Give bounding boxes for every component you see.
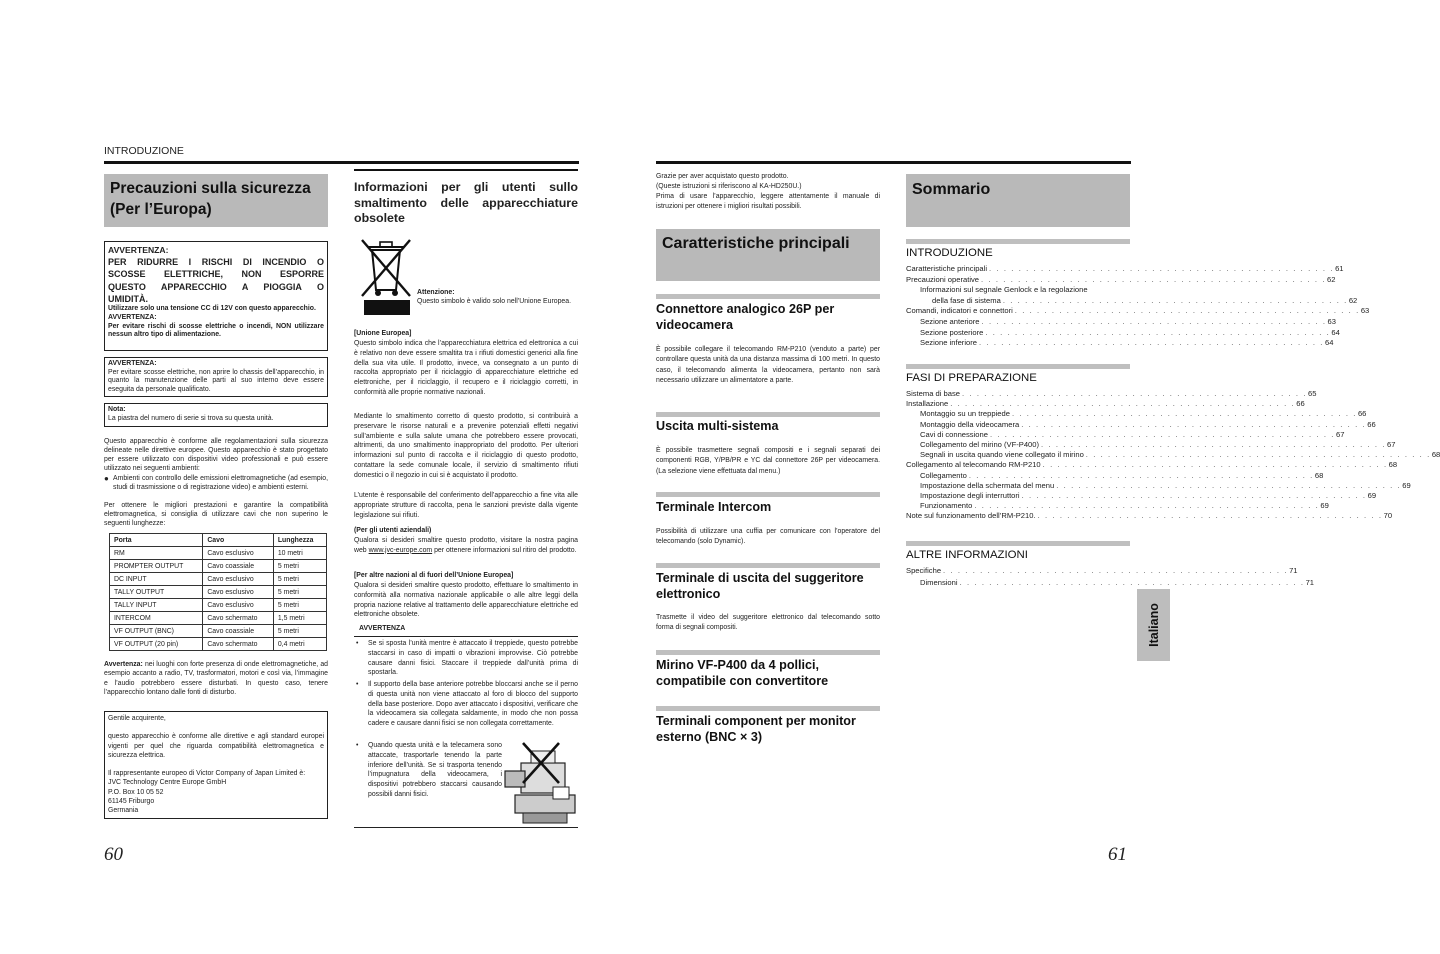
toc-list-other: [906, 566, 1315, 590]
toc-entry-page: 69: [1320, 501, 1329, 511]
toc-entry-title: Collegamento del mirino (VF-P400): [920, 440, 1040, 449]
toc-entry-title: Segnali in uscita quando viene collegato il mirino: [920, 450, 1084, 460]
warning-line: SCOSSE ELETTRICHE, NON ESPORRE: [108, 269, 324, 280]
feature-3-text: Possibilità di utilizzare una cuffia per comunicare con l’operatore del telecomando (solo Dynamic).: [656, 528, 880, 546]
warning-voltage-text: Utilizzare solo una tensione CC di 12V con questo apparecchio.: [108, 305, 316, 313]
toc-entry-title: Precauzioni operative: [906, 274, 980, 284]
language-tab-label: Italiano: [1146, 603, 1161, 647]
toc-leader-dots: . . . . . . . . . . . . . . . . . . . . . . . . . . . . . . . . . . . . . . . . . . . . . . .: [1085, 450, 1431, 460]
toc-leader-dots: . . . . . . . . . . . . . . . . . . . . . . . . . . . . . . . . . . . . . . . . . . . . . . .: [1056, 480, 1402, 490]
header-rule-right: [656, 161, 1131, 164]
toc-entry-title: Installazione: [906, 399, 949, 409]
warning-heading: AVVERTENZA:: [108, 360, 157, 367]
table-cell: 5 metri: [273, 573, 326, 586]
table-cell: DC INPUT: [110, 573, 203, 586]
table-cell: 1,5 metri: [273, 612, 326, 625]
toc-leader-dots: . . . . . . . . . . . . . . . . . . . . . . . . . . . . . . . . . . . . . . . . . . . . . . .: [981, 317, 1327, 326]
section-title-safety: [104, 174, 328, 227]
table-cell: TALLY OUTPUT: [110, 586, 203, 599]
non-eu-text: Qualora si desideri smaltire questo prodotto, effettuare lo smaltimento in conformità alla normativa nazionale applicabile o alle altre leggi della propria nazione relative al trattamento delle apparecchiature elettriche ed elettroniche obsolete.: [354, 582, 578, 619]
toc-leader-dots: . . . . . . . . . . . . . . . . . . . . . . . . . . . . . . . . . . . . . . . . . . . . . . .: [943, 566, 1289, 575]
toc-entry[interactable]: [906, 389, 1317, 399]
toc-entry-title: Comandi, indicatori e connettori: [906, 306, 1013, 316]
toc-leader-dots: . . . . . . . . . . . . . . . . . . . . . . . . . . . . . . . . . . . . . . . . . . . . . . .: [1041, 440, 1387, 449]
toc-entry-title: Collegamento al telecomando RM-P210: [906, 460, 1041, 470]
tripod-warning-text-2: Il supporto della base anteriore potrebbe bloccarsi anche se il perno di questa unità non viene attaccato al foro di blocco del supporto della base posteriore. Dopo aver attaccato i dispositivi, verificare che la videocamera sia collegata saldamente, in modo che non possa cadere e causare danni fisici se non collegata correttamente.: [368, 681, 578, 728]
warning-box-shock: [104, 357, 328, 397]
toc-section-other: ALTRE INFORMAZIONI: [906, 549, 1028, 561]
toc-entry[interactable]: [906, 429, 1345, 440]
feature-rule: [656, 650, 880, 655]
toc-entry[interactable]: [906, 511, 1393, 521]
warning-line: UMIDITÀ.: [108, 293, 148, 304]
toc-entry-page: 63: [1327, 317, 1336, 326]
toc-leader-dots: . . . . . . . . . . . . . . . . . . . . . . . . . . . . . . . . . . . . . . . . . . . . . . .: [979, 338, 1325, 348]
toc-entry[interactable]: [906, 295, 1358, 306]
toc-leader-dots: . . . . . . . . . . . . . . . . . . . . . . . . . . . . . . . . . . . . . . . . . . . . . . .: [959, 578, 1305, 587]
table-header-cell: Cavo: [203, 534, 274, 547]
feature-5-title: Mirino VF-P400 da 4 pollici, compatibile con convertitore: [656, 658, 829, 688]
toc-entry[interactable]: [906, 317, 1336, 327]
table-cell: Cavo esclusivo: [203, 547, 274, 560]
feature-4-title: Terminale di uscita del suggeritore elettronico: [656, 571, 864, 601]
toc-entry-page: 66: [1367, 419, 1376, 429]
safety-title-line1: Precauzioni sulla sicurezza: [110, 180, 311, 197]
table-cell: VF OUTPUT (20 pin): [110, 638, 203, 651]
eu-paragraph-1: Questo simbolo indica che l’apparecchiatura elettrica ed elettronica a cui è relativo non deve essere smaltita tra i rifiuti domestici generici alla fine della sua vita utile. Il prodotto, invece, va consegnato a un punto di raccolta appropriato per il riciclaggio di apparecchiature elettriche ed elettroniche, per il riciclaggio, il recupero e il riciclaggio corretti, in conformità alle proprie normative nazionali.: [354, 340, 578, 396]
tripod-warning-bullet-3: [356, 741, 502, 800]
toc-leader-dots: . . . . . . . . . . . . . . . . . . . . . . . . . . . . . . . . . . . . . . . . . . . . . . .: [1021, 491, 1367, 500]
table-cell: 5 metri: [273, 560, 326, 573]
table-cell: 10 metri: [273, 547, 326, 560]
table-cell: 5 metri: [273, 625, 326, 638]
toc-entry-title: Note sul funzionamento dell’RM-P210.: [906, 511, 1036, 521]
toc-list-intro: [906, 264, 1370, 354]
toc-list-preparation: [906, 389, 1440, 529]
table-cell: Cavo schermato: [203, 612, 274, 625]
toc-leader-dots: . . . . . . . . . . . . . . . . . . . . . . . . . . . . . . . . . . . . . . . . . . . . . . .: [981, 274, 1327, 284]
intro-text: [656, 172, 880, 212]
box-greeting: Gentile acquirente,: [108, 715, 166, 722]
feature-rule: [656, 706, 880, 711]
tripod-warning-heading: AVVERTENZA: [354, 624, 578, 637]
warning-shock-text: Per evitare scosse elettriche, non aprire lo chassis dell’apparecchio, in quanto la manutenzione delle parti al suo interno deve essere eseguita da personale qualificato.: [108, 368, 324, 394]
toc-entry-page: 69: [1367, 491, 1377, 500]
note-text: La piastra del numero di serie si trova su questa unità.: [108, 414, 274, 422]
feature-6-title: Terminali component per monitor esterno (BNC × 3): [656, 714, 856, 744]
toc-leader-dots: . . . . . . . . . . . . . . . . . . . . . . . . . . . . . . . . . . . . . . . . . . . . . . .: [1002, 295, 1348, 305]
toc-entry-page: 63: [1360, 306, 1370, 316]
box-city: 61145 Friburgo: [108, 798, 155, 806]
toc-section-intro: INTRODUZIONE: [906, 247, 993, 259]
page-number-left: 60: [104, 844, 123, 865]
toc-entry-title: Montaggio su un treppiede: [920, 409, 1010, 419]
toc-entry[interactable]: [906, 566, 1298, 576]
table-row: [110, 638, 327, 651]
table-row: [110, 586, 327, 599]
environment-bullet-text: Ambienti con controllo delle emissioni elettromagnetiche (ad esempio, studi di trasmissione o di registrazione video) e ambienti esterni.: [113, 475, 328, 492]
toc-leader-dots: . . . . . . . . . . . . . . . . . . . . . . . . . . . . . . . . . . . . . . . . . . . . . . .: [962, 389, 1308, 398]
table-cell: 5 metri: [273, 586, 326, 599]
feature-3-title: Terminale Intercom: [656, 500, 772, 514]
toc-leader-dots: . . . . . . . . . . . . . . . . . . . . . . . . . . . . . . . . . . . . . . . . . . . . . . .: [1014, 306, 1360, 316]
toc-entry-page: 65: [1308, 389, 1317, 398]
feature-1-text: È possibile collegare il telecomando RM-P210 (venduto a parte) per controllare questa unità da una distanza massima di 100 metri. In questo caso, il telecomando alimenta la videocamera, pertanto non sarà necessario utilizzare un alimentatore a parte.: [656, 346, 880, 384]
toc-entry-title: Specifiche: [906, 566, 942, 575]
note-heading: Nota:: [108, 406, 126, 413]
table-cell: TALLY INPUT: [110, 599, 203, 612]
toc-leader-dots: . . . . . . . . . . . . . . . . . . . . . . . . . . . . . . . . . . . . . . . . . . . . . . .: [985, 327, 1331, 337]
table-cell: 5 metri: [273, 599, 326, 612]
tripod-warning-bullet-2: [356, 680, 578, 729]
toc-entry-title: Sezione inferiore: [920, 338, 977, 348]
jvc-website-link[interactable]: www.jvc-europe.com: [368, 546, 433, 554]
table-cell: Cavo coassiale: [203, 560, 274, 573]
intro-read-manual: Prima di usare l’apparecchio, leggere attentamente il manuale di istruzioni per ottenere i migliori risultati possibili.: [656, 193, 880, 210]
warning-heading: AVVERTENZA:: [108, 245, 169, 255]
conformity-text: Questo apparecchio è conforme alle regolamentazioni sulla sicurezza delineate nelle direttive europee. Questo apparecchio è stato progettato per essere utilizzato con dispositivi video professionali e può essere utilizzato nei seguenti ambienti:: [104, 438, 328, 473]
bullet-dot-icon: •: [356, 640, 359, 647]
toc-leader-dots: . . . . . . . . . . . . . . . . . . . . . . . . . . . . . . . . . . . . . . . . . . . . . . .: [989, 264, 1335, 273]
toc-leader-dots: . . . . . . . . . . . . . . . . . . . . . . . . . . . . . . . . . . . . . . . . . . . . . . .: [1021, 419, 1367, 429]
warning-box-fire: [104, 241, 328, 351]
toc-entry[interactable]: [906, 450, 1440, 460]
warning-power-text: Per evitare rischi di scosse elettriche o incendi, NON utilizzare nessun altro tipo di alimentazione.: [108, 322, 324, 339]
box-representative-text: Il rappresentante europeo di Victor Company of Japan Limited è:: [108, 770, 306, 778]
toc-leader-dots: . . . . . . . . . . . . . . . . . . . . . . . . . . . . . . . . . . . . . . . . . . . . . . .: [968, 470, 1314, 480]
eu-heading: [Unione Europea]: [354, 330, 412, 337]
toc-entry-page: 66: [1296, 399, 1305, 409]
non-eu-heading: [Per altre nazioni al di fuori dell’Unione Europea]: [354, 572, 514, 579]
weee-bin-icon: [358, 236, 414, 318]
toc-leader-dots: . . . . . . . . . . . . . . . . . . . . . . . . . . . . . . . . . . . . . . . . . . . . . . .: [1042, 460, 1388, 470]
table-cell: RM: [110, 547, 203, 560]
feature-rule: [656, 412, 880, 417]
language-tab: [1137, 589, 1170, 661]
page-number-right: 61: [1108, 844, 1127, 865]
table-cell: Cavo esclusivo: [203, 586, 274, 599]
weee-caption-text: Questo simbolo è valido solo nell’Unione Europea.: [417, 298, 571, 306]
tripod-warning-bullet-1: [356, 639, 578, 678]
feature-2-title: Uscita multi-sistema: [656, 419, 779, 433]
business-heading: (Per gli utenti aziendali): [354, 527, 432, 534]
toc-entry-title: Sezione anteriore: [920, 317, 980, 326]
warning-line: QUESTO APPARECCHIO A PIOGGIA O: [108, 281, 324, 292]
running-header: INTRODUZIONE: [104, 145, 184, 157]
toc-entry-title: Dimensioni: [920, 578, 958, 587]
intro-thanks: Grazie per aver acquistato questo prodotto.: [656, 173, 789, 180]
toc-entry[interactable]: [906, 306, 1370, 316]
table-header-cell: Porta: [110, 534, 203, 547]
toc-entry-title: Collegamento: [920, 470, 967, 480]
feature-rule: [656, 563, 880, 568]
bullet-dot-icon: •: [356, 681, 359, 688]
toc-entry-title: Cavi di connessione: [920, 429, 988, 439]
feature-1-title: Connettore analogico 26P per videocamera: [656, 302, 835, 332]
toc-entry-title: della fase di sistema: [932, 295, 1001, 305]
warning-heading: AVVERTENZA:: [108, 313, 157, 321]
toc-entry[interactable]: [906, 419, 1376, 430]
feature-rule: [656, 294, 880, 299]
table-row: [110, 547, 327, 560]
interference-warning: [104, 660, 328, 697]
toc-entry-title: Impostazione della schermata del menu: [920, 480, 1055, 490]
toc-entry[interactable]: [906, 338, 1334, 348]
toc-entry-page: 62: [1327, 274, 1336, 284]
toc-entry-page: 70: [1383, 511, 1393, 521]
toc-leader-dots: . . . . . . . . . . . . . . . . . . . . . . . . . . . . . . . . . . . . . . . . . . . . . . .: [950, 399, 1296, 409]
toc-leader-dots: . . . . . . . . . . . . . . . . . . . . . . . . . . . . . . . . . . . . . . . . . . . . . . .: [1037, 511, 1383, 521]
toc-entry-title: Sistema di base: [906, 389, 961, 398]
toc-rule: [906, 239, 1130, 244]
toc-entry-page: 64: [1325, 338, 1334, 348]
toc-leader-dots: . . . . . . . . . . . . . . . . . . . . . . . . . . . . . . . . . . . . . . . . . . . . . . .: [974, 501, 1320, 511]
bullet-dot-icon: •: [356, 742, 359, 749]
table-cell: Cavo coassiale: [203, 625, 274, 638]
toc-entry-title: Funzionamento: [920, 501, 973, 511]
toc-entry[interactable]: [906, 440, 1396, 450]
disposal-title-rule: [354, 169, 578, 171]
environment-bullet: [104, 474, 328, 492]
note-box: [104, 403, 328, 427]
toc-entry-page: 69: [1402, 480, 1411, 490]
toc-entry-page: 62: [1348, 295, 1358, 305]
header-rule-left: [104, 161, 579, 164]
toc-entry-page: 64: [1331, 327, 1340, 337]
cable-advice-text: Per ottenere le migliori prestazioni e garantire la compatibilità elettromagnetica, si consiglia di utilizzare cavi che non superino le seguenti lunghezze:: [104, 502, 328, 528]
toc-entry[interactable]: [906, 578, 1315, 588]
eu-paragraph-3: L’utente è responsabile del conferimento dell’apparecchio a fine vita alle appropriate strutture di raccolta, pena le sanzioni previste dalla vigente legislazione sui rifiuti.: [354, 492, 578, 519]
toc-entry-title: Informazioni sul segnale Genlock e la regolazione: [920, 285, 1088, 295]
tripod-warning-text-3: Quando questa unità e la telecamera sono attaccate, trasportarle tenendo la parte inferiore dell’unità. Se si trasporta tenendo l’impugnatura della videocamera, i dispositivi potrebbero staccarsi causando possibili danni fisici.: [368, 742, 502, 798]
toc-entry-title: Impostazione degli interruttori: [920, 491, 1020, 500]
interference-heading: Avvertenza:: [104, 661, 143, 668]
table-row: [110, 625, 327, 638]
box-company: JVC Technology Centre Europe GmbH: [108, 779, 227, 787]
cable-length-table: [109, 533, 327, 651]
feature-2-text: È possibile trasmettere segnali compositi e i segnali separati dei componenti RGB, Y/PB/PR e YC dal connettore 26P per videocamera. (La selezione viene effettuata dal menu.): [656, 447, 880, 475]
table-cell: VF OUTPUT (BNC): [110, 625, 203, 638]
camera-carry-illustration: [503, 743, 578, 825]
toc-entry[interactable]: [906, 399, 1305, 409]
toc-entry-title: Caratteristiche principali: [906, 264, 988, 273]
table-header-cell: Lunghezza: [273, 534, 326, 547]
toc-entry[interactable]: [906, 491, 1377, 501]
intro-model: (Queste istruzioni si riferiscono al KA-HD250U.): [656, 183, 802, 190]
toc-leader-dots: . . . . . . . . . . . . . . . . . . . . . . . . . . . . . . . . . . . . . . . . . . . . . . .: [1011, 409, 1357, 419]
feature-rule: [656, 492, 880, 497]
table-cell: Cavo esclusivo: [203, 599, 274, 612]
box-country: Germania: [108, 807, 139, 815]
toc-entry[interactable]: [906, 480, 1411, 491]
toc-entry-page: 61: [1335, 264, 1344, 273]
table-row: [110, 573, 327, 586]
eu-representative-box: [104, 711, 328, 819]
toc-entry-title: Montaggio della videocamera: [920, 419, 1020, 429]
business-text-b: per ottenere informazioni sul ritiro del prodotto.: [434, 546, 577, 554]
table-cell: Cavo schermato: [203, 638, 274, 651]
toc-rule: [906, 541, 1130, 546]
middle-bottom-rule: [354, 827, 578, 828]
table-header-row: [110, 534, 327, 547]
toc-entry[interactable]: [906, 501, 1329, 511]
table-cell: PROMPTER OUTPUT: [110, 560, 203, 573]
toc-entry[interactable]: [906, 274, 1336, 285]
toc-title: Sommario: [906, 174, 1130, 227]
toc-entry[interactable]: [906, 264, 1344, 274]
tripod-warning-text-1: Se si sposta l’unità mentre è attaccato il treppiede, questo potrebbe staccarsi in caso di impatti o vibrazioni improvvise. Ciò potrebbe causare danni fisici. Staccare il treppiede dall’unità prima di spostarla.: [368, 640, 578, 677]
interference-text: nei luoghi con forte presenza di onde elettromagnetiche, ad esempio accanto a radio, TV, trasformatori, motori e così via, l’immagine e l’audio potrebbero essere disturbati. In questo caso, tenere l’apparecchio lontano dalle fonti di disturbo.: [104, 661, 328, 696]
toc-entry[interactable]: [906, 285, 1130, 295]
toc-entry-page: 68: [1388, 460, 1398, 470]
table-row: [110, 560, 327, 573]
toc-entry-page: 67: [1335, 429, 1345, 439]
toc-entry[interactable]: [906, 460, 1398, 470]
feature-4-text: Trasmette il video del suggeritore elettronico dal telecomando sotto forma di segnali compositi.: [656, 614, 880, 632]
weee-caption-heading: Attenzione:: [417, 289, 455, 296]
toc-entry[interactable]: [906, 327, 1340, 338]
eu-paragraph-2: Mediante lo smaltimento corretto di questo prodotto, si contribuirà a preservare le risorse naturali e a prevenire potenziali effetti negativi sull’ambiente e sulla salute umana che potrebbero essere provocati, altrimenti, da uno smaltimento inappropriato del prodotto. Per ulteriori informazioni sul punto di raccolta e il riciclaggio di questo prodotto, contattare la sede comunale locale, il servizio di smaltimento rifiuti domestici o il negozio in cui si è acquistato il prodotto.: [354, 413, 578, 479]
table-row: [110, 612, 327, 625]
toc-entry-page: 71: [1305, 578, 1315, 587]
warning-line: PER RIDURRE I RISCHI DI INCENDIO O: [108, 257, 324, 267]
bullet-dot-icon: ●: [104, 474, 109, 483]
features-title: Caratteristiche principali: [656, 229, 880, 281]
toc-entry-page: 68: [1314, 470, 1324, 480]
toc-leader-dots: . . . . . . . . . . . . . . . . . . . . . . . . . . . . . . . . . . . . . . . . . . . . . . .: [989, 429, 1335, 439]
toc-entry-page: 66: [1357, 409, 1367, 419]
business-text: [354, 536, 578, 556]
weee-caption: [417, 288, 577, 307]
toc-entry-page: 68: [1431, 450, 1440, 460]
toc-entry-title: Sezione posteriore: [920, 327, 984, 337]
table-cell: Cavo esclusivo: [203, 573, 274, 586]
box-po-box: P.O. Box 10 05 52: [108, 788, 164, 796]
toc-entry[interactable]: [906, 409, 1367, 419]
box-compliance-text: questo apparecchio è conforme alle direttive e agli standard europei vigenti per quel che riguarda compatibilità elettromagnetica e sicurezza elettrica.: [108, 733, 324, 759]
toc-entry[interactable]: [906, 470, 1324, 481]
disposal-title: Informazioni per gli utenti sullo smaltimento delle apparecchiature obsolete: [354, 180, 578, 225]
toc-section-preparation: FASI DI PREPARAZIONE: [906, 372, 1037, 384]
business-text-a: Qualora si desideri smaltire questo prodotto, visitare la nostra pagina web: [354, 537, 578, 554]
toc-rule: [906, 364, 1130, 369]
toc-entry-page: 71: [1289, 566, 1298, 575]
table-row: [110, 599, 327, 612]
toc-entry-page: 67: [1387, 440, 1396, 449]
safety-title-line2: (Per l’Europa): [110, 201, 212, 218]
table-cell: 0,4 metri: [273, 638, 326, 651]
table-cell: INTERCOM: [110, 612, 203, 625]
